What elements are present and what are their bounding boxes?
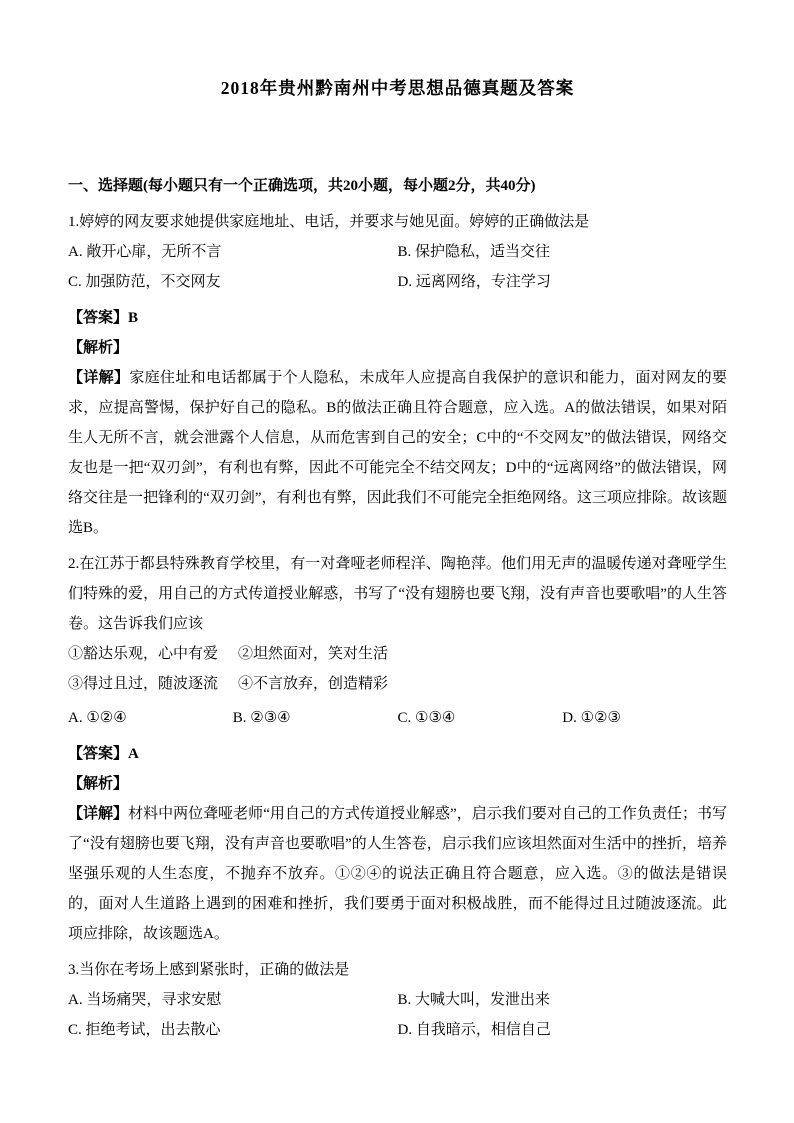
document-title: 2018年贵州黔南州中考思想品德真题及答案 (220, 78, 575, 98)
question-3-options (68, 985, 727, 1045)
question-3-stem: 3.当你在考场上感到紧张时，正确的做法是 (68, 962, 350, 978)
question-2-analysis-label: 【解析】 (68, 776, 129, 792)
question-1-option-c: C. 加强防范，不交网友 (68, 274, 221, 290)
question-1-option-a: A. 敞开心扉，无所不言 (68, 244, 222, 260)
question-1-option-b: B. 保护隐私，适当交往 (397, 244, 551, 260)
question-2-statement-1: ①豁达乐观，心中有爱 (68, 646, 219, 662)
question-1-analysis-label: 【解析】 (68, 340, 129, 356)
question-3-option-c: C. 拒绝考试，出去散心 (68, 1022, 221, 1038)
question-1-stem: 1.婷婷的网友要求她提供家庭地址、电话，并要求与她见面。婷婷的正确做法是 (68, 214, 590, 230)
question-2-detail-text: 材料中两位聋哑老师“用自己的方式传道授业解惑”，启示我们要对自己的工作负责任；书写了“没有翅膀也要飞翔，没有声音也要歌唱”的人生答卷，启示我们应该坦然面对生活中的挫折，培养坚强乐观的人生态度，不抛弃不放弃。①②④的说法正确且符合题意，应入选。③的做法是错误的，面对人生道路上遇到的困难和挫折，我们要勇于面对积极战胜，而不能得过且过随波逐流。此项应排除，故该题选A。 (68, 806, 727, 942)
question-2-statements-row-2 (68, 669, 727, 699)
question-2-statement-4: ④不言放弃，创造精彩 (238, 676, 389, 692)
question-1-answer: 【答案】B (68, 310, 139, 326)
question-3-option-b: B. 大喊大叫，发泄出来 (397, 992, 551, 1008)
question-2-answer: 【答案】A (68, 746, 139, 762)
question-2-stem: 2.在江苏于都县特殊教育学校里，有一对聋哑老师程洋、陶艳萍。他们用无声的温暖传递对聋哑学生们特殊的爱，用自己的方式传道授业解惑，书写了“没有翅膀也要飞翔，没有声音也要歌唱”的人生答卷。这告诉我们应该 (68, 556, 727, 632)
question-2-options (68, 703, 727, 733)
question-2-option-c: C. ①③④ (397, 710, 456, 726)
question-1-detail-text: 家庭住址和电话都属于个人隐私，未成年人应提高自我保护的意识和能力，面对网友的要求，应提高警惕，保护好自己的隐私。B的做法正确且符合题意，应入选。A的做法错误，如果对陌生人无所不言，就会泄露个人信息，从而危害到自己的安全；C中的“不交网友”的做法错误，网络交友也是一把“双刃剑”，有利也有弊，因此不可能完全不结交网友；D中的“远离网络”的做法错误，网络交往是一把锋利的“双刃剑”，有利也有弊，因此我们不可能完全拒绝网络。这三项应排除。故该题选B。 (68, 370, 727, 536)
question-3 (68, 955, 727, 1045)
question-2 (68, 549, 727, 949)
question-2-detail-label: 【详解】 (68, 806, 129, 822)
question-3-option-d: D. 自我暗示，相信自己 (397, 1022, 551, 1038)
question-3-option-a: A. 当场痛哭，寻求安慰 (68, 992, 222, 1008)
question-2-option-a: A. ①②④ (68, 710, 127, 726)
question-2-statement-2: ②坦然面对，笑对生活 (238, 646, 389, 662)
question-1-options (68, 237, 727, 297)
question-2-explanation (68, 799, 727, 949)
question-2-option-d: D. ①②③ (562, 710, 621, 726)
question-2-statements-row-1 (68, 639, 727, 669)
question-1 (68, 207, 727, 543)
section-heading: 一、选择题(每小题只有一个正确选项，共20小题，每小题2分，共40分) (68, 178, 536, 194)
question-1-explanation (68, 363, 727, 543)
question-1-option-d: D. 远离网络，专注学习 (397, 274, 551, 290)
question-2-option-b: B. ②③④ (232, 710, 291, 726)
question-2-statement-3: ③得过且过，随波逐流 (68, 676, 219, 692)
question-1-detail-label: 【详解】 (68, 370, 130, 386)
